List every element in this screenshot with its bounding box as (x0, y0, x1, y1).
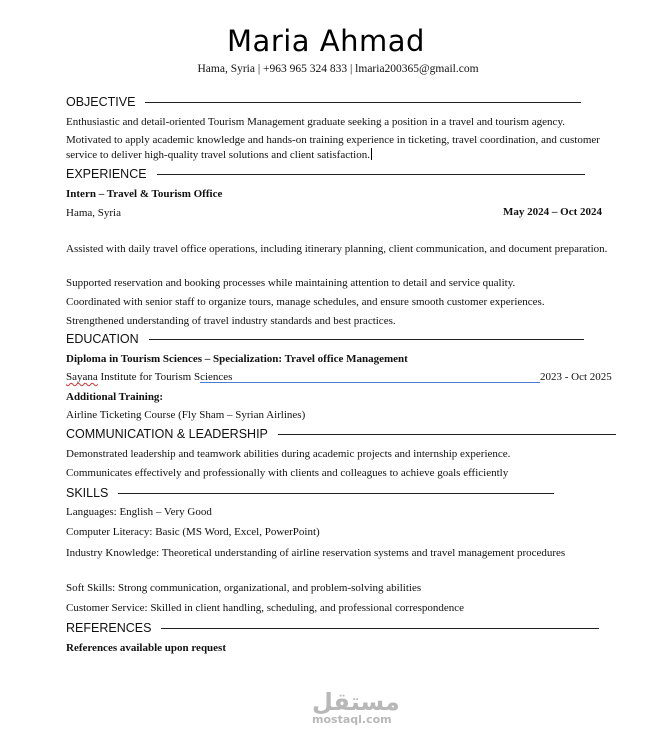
section-experience (66, 167, 585, 181)
additional-training: Airline Ticketing Course (Fly Sham – Syrian Airlines) (66, 409, 306, 421)
section-title: EDUCATION (66, 332, 139, 346)
additional-training-label: Additional Training: (66, 391, 164, 403)
section-title: EXPERIENCE (66, 167, 147, 181)
communication-line: Demonstrated leadership and teamwork abilities during academic projects and internship experience. (66, 448, 511, 460)
section-rule (145, 102, 581, 103)
section-title: REFERENCES (66, 621, 152, 635)
education-dates: 2023 - Oct 2025 (540, 371, 612, 383)
experience-dates: May 2024 – Oct 2024 (503, 206, 602, 218)
section-rule (118, 493, 554, 494)
section-education (66, 332, 584, 346)
section-skills (66, 486, 554, 500)
text-cursor (371, 148, 372, 160)
experience-location: Hama, Syria (66, 207, 121, 219)
skills-line: Soft Skills: Strong communication, organizational, and problem-solving abilities (66, 582, 422, 594)
skills-line: Computer Literacy: Basic (MS Word, Excel, PowerPoint) (66, 526, 320, 538)
section-rule (278, 434, 616, 435)
section-objective (66, 95, 581, 109)
section-rule (161, 628, 599, 629)
skills-line: Customer Service: Skilled in client handling, scheduling, and professional correspondence (66, 602, 465, 614)
section-communication (66, 427, 616, 441)
section-title: COMMUNICATION & LEADERSHIP (66, 427, 268, 441)
experience-bullet: Supported reservation and booking processes while maintaining attention to detail and service quality. (66, 277, 516, 289)
section-rule (157, 174, 585, 175)
skills-line: Languages: English – Very Good (66, 506, 212, 518)
watermark-url: mostaql.com (312, 713, 392, 726)
experience-bullet: Assisted with daily travel office operations, including itinerary planning, client communication, and document preparation. (66, 243, 608, 255)
section-title: SKILLS (66, 486, 109, 500)
section-title: OBJECTIVE (66, 95, 136, 109)
candidate-name: Maria Ahmad (227, 24, 425, 58)
experience-bullet: Strengthened understanding of travel industry standards and best practices. (66, 315, 396, 327)
spelling-error-word[interactable]: Sayana (66, 371, 98, 383)
education-institute: Sayana Institute for Tourism Sciences (66, 371, 233, 383)
grammar-underline[interactable] (200, 382, 540, 383)
experience-role: Intern – Travel & Tourism Office (66, 188, 223, 200)
section-references (66, 621, 599, 635)
references-text: References available upon request (66, 642, 226, 654)
experience-bullet: Coordinated with senior staff to organize tours, manage schedules, and ensure smooth customer experiences. (66, 296, 545, 308)
watermark-arabic: مستقل (312, 688, 400, 716)
objective-line-2: Motivated to apply academic knowledge and hands-on training experience in ticketing, travel coordination, and customer service to deliver high-quality travel solutions and client satisfaction. (66, 134, 600, 161)
objective-line-1: Enthusiastic and detail-oriented Tourism Management graduate seeking a position in a travel and tourism agency. (66, 116, 565, 128)
mostaql-watermark (312, 688, 400, 726)
education-degree: Diploma in Tourism Sciences – Specialization: Travel office Management (66, 353, 408, 365)
contact-line: Hama, Syria | +963 965 324 833 | lmaria200365@gmail.com (197, 63, 479, 75)
skills-line: Industry Knowledge: Theoretical understanding of airline reservation systems and travel management procedures (66, 547, 566, 559)
section-rule (149, 339, 584, 340)
communication-line: Communicates effectively and professionally with clients and colleagues to achieve goals efficiently (66, 467, 509, 479)
